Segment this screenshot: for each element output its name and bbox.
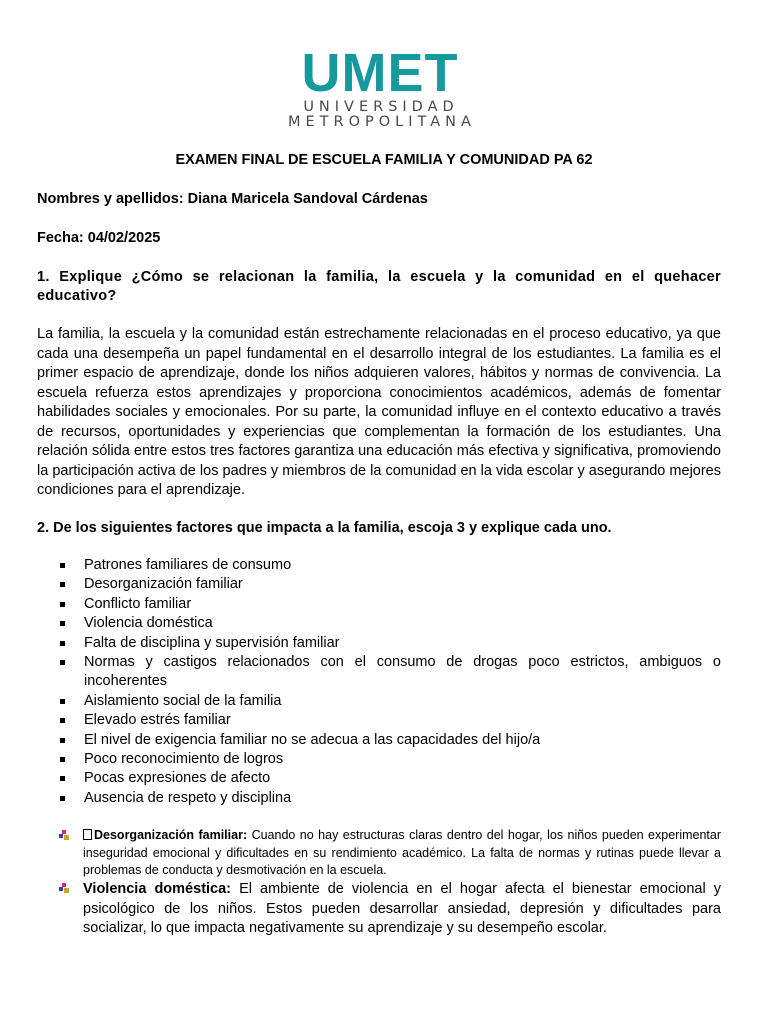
answer-text: Cuando no hay estructuras claras dentro del hogar, los niños pueden experimentar inseguridad emocional y dificultades en su rendimiento académico. La falta de normas y rutinas puede llevar a problemas de conducta y desmotivación en la escuela. bbox=[83, 828, 721, 877]
diamond-bullet-icon bbox=[59, 830, 69, 840]
list-item: Elevado estrés familiar bbox=[0, 711, 721, 730]
square-bullet-icon bbox=[60, 563, 65, 568]
list-item: El nivel de exigencia familiar no se adecua a las capacidades del hijo/a bbox=[0, 731, 721, 750]
answer-term: Desorganización familiar: bbox=[94, 828, 248, 842]
umet-logo bbox=[288, 43, 478, 136]
question-1: 1. Explique ¿Cómo se relacionan la familia, la escuela y la comunidad en el quehacer educativo? bbox=[37, 269, 721, 304]
answer-1-paragraph: La familia, la escuela y la comunidad están estrechamente relacionadas en el proceso educativo, ya que cada una desempeña un papel fundamental en el desarrollo integral de los estudiantes. La familia es el primer espacio de aprendizaje, donde los niños adquieren valores, hábitos y normas de convivencia. La escuela refuerza estos aprendizajes y proporciona conocimientos académicos, además de fomentar habilidades sociales y emocionales. Por su parte, la comunidad influye en el contexto educativo a través de recursos, oportunidades y experiencias que complementan la formación de los estudiantes. Una relación sólida entre estos tres factores garantiza una educación más efectiva y significativa, promoviendo la participación activa de los padres y miembros de la comunidad en la vida escolar y asegurando mejores condiciones para el aprendizaje. bbox=[37, 326, 721, 498]
answer-term: Violencia doméstica: bbox=[83, 881, 232, 897]
answer-violencia bbox=[83, 880, 721, 939]
square-bullet-icon bbox=[60, 641, 65, 646]
list-item: Violencia doméstica bbox=[0, 614, 721, 633]
square-bullet-icon bbox=[60, 718, 65, 723]
student-name: Nombres y apellidos: Diana Maricela Sandoval Cárdenas bbox=[37, 191, 428, 207]
list-item: Aislamiento social de la familia bbox=[0, 692, 721, 711]
square-bullet-icon bbox=[60, 699, 65, 704]
diamond-bullet-icon bbox=[59, 883, 69, 893]
exam-date: Fecha: 04/02/2025 bbox=[37, 230, 161, 246]
list-item: Desorganización familiar bbox=[0, 575, 721, 594]
logo-mark: UMET bbox=[301, 43, 459, 103]
list-item: Pocas expresiones de afecto bbox=[0, 769, 721, 788]
exam-title: EXAMEN FINAL DE ESCUELA FAMILIA Y COMUNIDAD PA 62 bbox=[175, 152, 593, 168]
list-item: Patrones familiares de consumo bbox=[0, 556, 721, 575]
square-bullet-icon bbox=[60, 660, 65, 665]
logo-line-metropolitana: METROPOLITANA bbox=[288, 114, 476, 130]
square-bullet-icon bbox=[60, 796, 65, 801]
square-bullet-icon bbox=[60, 602, 65, 607]
factors-list bbox=[0, 556, 768, 808]
question-2: 2. De los siguientes factores que impacta a la familia, escoja 3 y explique cada uno. bbox=[37, 520, 612, 536]
list-item: Normas y castigos relacionados con el consumo de drogas poco estrictos, ambiguos o incoherentes bbox=[0, 653, 721, 692]
list-item: Falta de disciplina y supervisión familiar bbox=[0, 634, 721, 653]
square-bullet-icon bbox=[60, 582, 65, 587]
square-bullet-icon bbox=[60, 621, 65, 626]
checkbox-glyph-icon bbox=[83, 829, 92, 840]
list-item: Poco reconocimiento de logros bbox=[0, 750, 721, 769]
logo-line-universidad: UNIVERSIDAD bbox=[303, 99, 459, 115]
square-bullet-icon bbox=[60, 776, 65, 781]
list-item: Conflicto familiar bbox=[0, 595, 721, 614]
square-bullet-icon bbox=[60, 738, 65, 743]
square-bullet-icon bbox=[60, 757, 65, 762]
answer-desorganizacion bbox=[83, 827, 721, 880]
answer-text: El ambiente de violencia en el hogar afecta el bienestar emocional y psicológico de los niños. Estos pueden desarrollar ansiedad, depresión y dificultades para socializar, lo que impacta negativamente su aprendizaje y su desempeño escolar. bbox=[83, 881, 722, 936]
list-item: Ausencia de respeto y disciplina bbox=[0, 789, 721, 808]
